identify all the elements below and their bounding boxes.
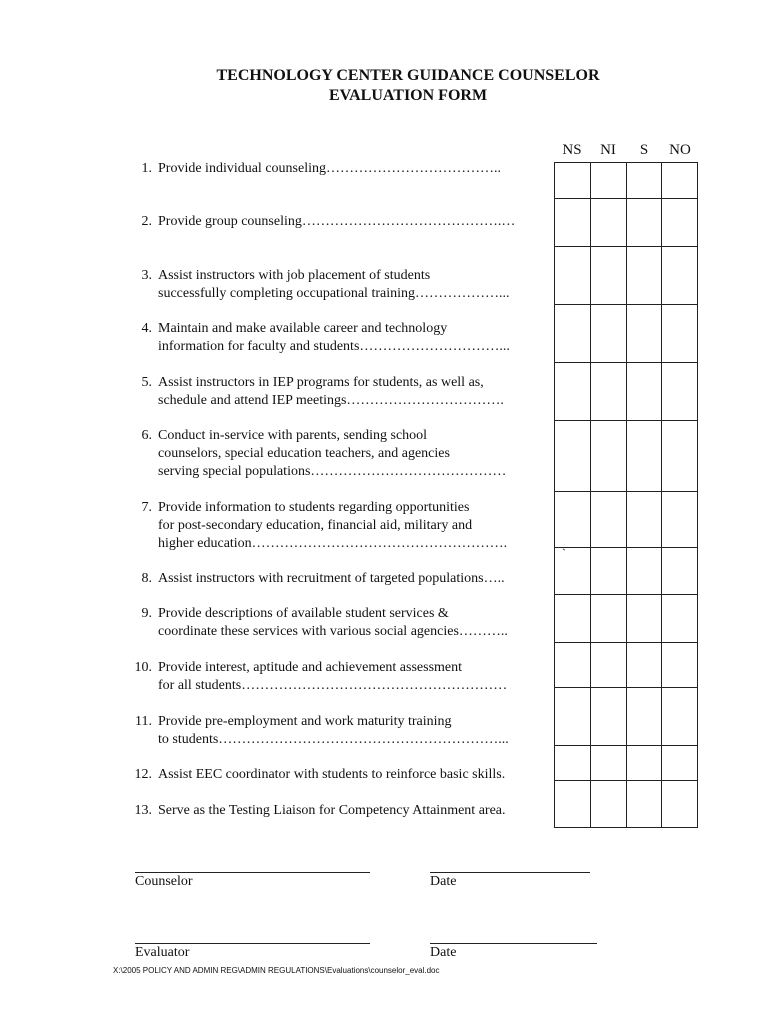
item-text: Provide group counseling…………………………………….… bbox=[158, 214, 516, 229]
rating-cell-ni[interactable] bbox=[590, 421, 626, 492]
footer-file-path: X:\2005 POLICY AND ADMIN REG\ADMIN REGULATIONS\Evaluations\counselor_eval.doc bbox=[113, 966, 440, 975]
stray-mark: ` bbox=[562, 546, 566, 560]
item-number: 11. bbox=[135, 714, 152, 729]
rating-cell-ns[interactable] bbox=[555, 643, 591, 688]
rating-row-13 bbox=[555, 781, 698, 828]
counselor-label: Counselor bbox=[135, 874, 193, 889]
item-number: 3. bbox=[141, 268, 152, 283]
form-title-line-2: EVALUATION FORM bbox=[328, 87, 488, 104]
item-text: Provide interest, aptitude and achievement assessment for all students………………………………………………… bbox=[158, 660, 508, 693]
evaluator-date-line[interactable] bbox=[430, 943, 597, 944]
rating-cell-ni[interactable] bbox=[590, 492, 626, 548]
rating-cell-s[interactable] bbox=[626, 363, 662, 421]
item-text: Assist instructors with job placement of students successfully completing occupational training………………... bbox=[158, 268, 510, 301]
rating-cell-s[interactable] bbox=[626, 247, 662, 305]
rating-cell-ni[interactable] bbox=[590, 746, 626, 781]
rating-cell-ni[interactable] bbox=[590, 363, 626, 421]
rating-cell-ns[interactable] bbox=[555, 163, 591, 199]
rating-cell-ns[interactable] bbox=[555, 363, 591, 421]
counselor-signature-line[interactable] bbox=[135, 872, 370, 873]
rating-cell-ni[interactable] bbox=[590, 247, 626, 305]
rating-cell-ns[interactable] bbox=[555, 595, 591, 643]
rating-row-3 bbox=[555, 247, 698, 305]
item-number: 2. bbox=[141, 214, 152, 229]
rating-cell-ns[interactable] bbox=[555, 781, 591, 828]
rating-cell-ns[interactable] bbox=[555, 548, 591, 595]
rating-cell-no[interactable] bbox=[662, 363, 698, 421]
rating-cell-s[interactable] bbox=[626, 643, 662, 688]
item-number: 10. bbox=[134, 660, 152, 675]
rating-row-12 bbox=[555, 746, 698, 781]
header-ns: NS bbox=[562, 142, 582, 158]
rating-cell-ni[interactable] bbox=[590, 781, 626, 828]
rating-cell-ns[interactable] bbox=[555, 247, 591, 305]
rating-row-1 bbox=[555, 163, 698, 199]
item-text: Assist EEC coordinator with students to reinforce basic skills. bbox=[158, 767, 506, 782]
rating-cell-s[interactable] bbox=[626, 595, 662, 643]
rating-cell-s[interactable] bbox=[626, 781, 662, 828]
item-text: Conduct in-service with parents, sending school counselors, special education teachers, and agencies serving special populations…………………………………… bbox=[158, 428, 507, 479]
rating-cell-no[interactable] bbox=[662, 595, 698, 643]
rating-row-5 bbox=[555, 363, 698, 421]
rating-grid bbox=[554, 162, 698, 828]
rating-row-9 bbox=[555, 595, 698, 643]
item-number: 4. bbox=[141, 321, 152, 336]
header-ni: NI bbox=[600, 142, 616, 158]
rating-row-6 bbox=[555, 421, 698, 492]
item-number: 5. bbox=[141, 375, 152, 390]
rating-cell-ns[interactable] bbox=[555, 305, 591, 363]
item-text: Provide individual counseling……………………………….. bbox=[158, 161, 501, 176]
rating-row-4 bbox=[555, 305, 698, 363]
rating-cell-no[interactable] bbox=[662, 492, 698, 548]
rating-cell-s[interactable] bbox=[626, 421, 662, 492]
rating-cell-ni[interactable] bbox=[590, 305, 626, 363]
item-number: 1. bbox=[141, 161, 152, 176]
evaluator-date-label: Date bbox=[430, 945, 457, 960]
rating-cell-ni[interactable] bbox=[590, 548, 626, 595]
rating-cell-ns[interactable] bbox=[555, 688, 591, 746]
rating-cell-ni[interactable] bbox=[590, 643, 626, 688]
item-number: 8. bbox=[141, 571, 152, 586]
rating-row-10 bbox=[555, 643, 698, 688]
form-title bbox=[0, 66, 770, 106]
item-number: 6. bbox=[141, 428, 152, 443]
rating-cell-ni[interactable] bbox=[590, 199, 626, 247]
form-title-line-1: TECHNOLOGY CENTER GUIDANCE COUNSELOR bbox=[216, 67, 600, 84]
item-text: Provide pre-employment and work maturity training to students……………………………………………………... bbox=[158, 714, 509, 747]
rating-cell-ns[interactable] bbox=[555, 421, 591, 492]
rating-cell-s[interactable] bbox=[626, 548, 662, 595]
rating-row-7 bbox=[555, 492, 698, 548]
rating-cell-no[interactable] bbox=[662, 199, 698, 247]
rating-cell-no[interactable] bbox=[662, 643, 698, 688]
header-s: S bbox=[639, 142, 649, 158]
rating-cell-no[interactable] bbox=[662, 548, 698, 595]
rating-cell-ni[interactable] bbox=[590, 688, 626, 746]
item-text: Provide information to students regarding opportunities for post-secondary education, financial aid, military and higher education………………………………………………. bbox=[158, 500, 508, 551]
item-text: Assist instructors with recruitment of targeted populations….. bbox=[158, 571, 505, 586]
item-text: Provide descriptions of available student services & coordinate these services with various social agencies……….. bbox=[158, 606, 508, 639]
rating-cell-no[interactable] bbox=[662, 305, 698, 363]
rating-cell-ni[interactable] bbox=[590, 595, 626, 643]
rating-cell-ns[interactable] bbox=[555, 492, 591, 548]
rating-cell-s[interactable] bbox=[626, 492, 662, 548]
rating-cell-no[interactable] bbox=[662, 781, 698, 828]
item-number: 12. bbox=[134, 767, 152, 782]
item-text: Assist instructors in IEP programs for students, as well as, schedule and attend IEP meetings……………………………. bbox=[158, 375, 504, 408]
item-text: Serve as the Testing Liaison for Competency Attainment area. bbox=[158, 803, 506, 818]
rating-cell-s[interactable] bbox=[626, 163, 662, 199]
evaluator-label: Evaluator bbox=[135, 945, 190, 960]
counselor-date-label: Date bbox=[430, 874, 457, 889]
counselor-date-line[interactable] bbox=[430, 872, 590, 873]
evaluator-signature-line[interactable] bbox=[135, 943, 370, 944]
header-no: NO bbox=[669, 142, 691, 158]
rating-cell-s[interactable] bbox=[626, 746, 662, 781]
rating-cell-s[interactable] bbox=[626, 199, 662, 247]
rating-cell-ni[interactable] bbox=[590, 163, 626, 199]
rating-cell-no[interactable] bbox=[662, 746, 698, 781]
item-number: 9. bbox=[141, 606, 152, 621]
rating-row-2 bbox=[555, 199, 698, 247]
rating-cell-no[interactable] bbox=[662, 163, 698, 199]
rating-cell-s[interactable] bbox=[626, 688, 662, 746]
rating-cell-no[interactable] bbox=[662, 421, 698, 492]
rating-cell-no[interactable] bbox=[662, 247, 698, 305]
rating-cell-ns[interactable] bbox=[555, 199, 591, 247]
item-number: 13. bbox=[134, 803, 152, 818]
rating-cell-s[interactable] bbox=[626, 305, 662, 363]
rating-cell-ns[interactable] bbox=[555, 746, 591, 781]
item-text: Maintain and make available career and technology information for faculty and students…………………………... bbox=[158, 321, 510, 354]
rating-cell-no[interactable] bbox=[662, 688, 698, 746]
rating-row-8 bbox=[555, 548, 698, 595]
rating-row-11 bbox=[555, 688, 698, 746]
item-number: 7. bbox=[141, 500, 152, 515]
